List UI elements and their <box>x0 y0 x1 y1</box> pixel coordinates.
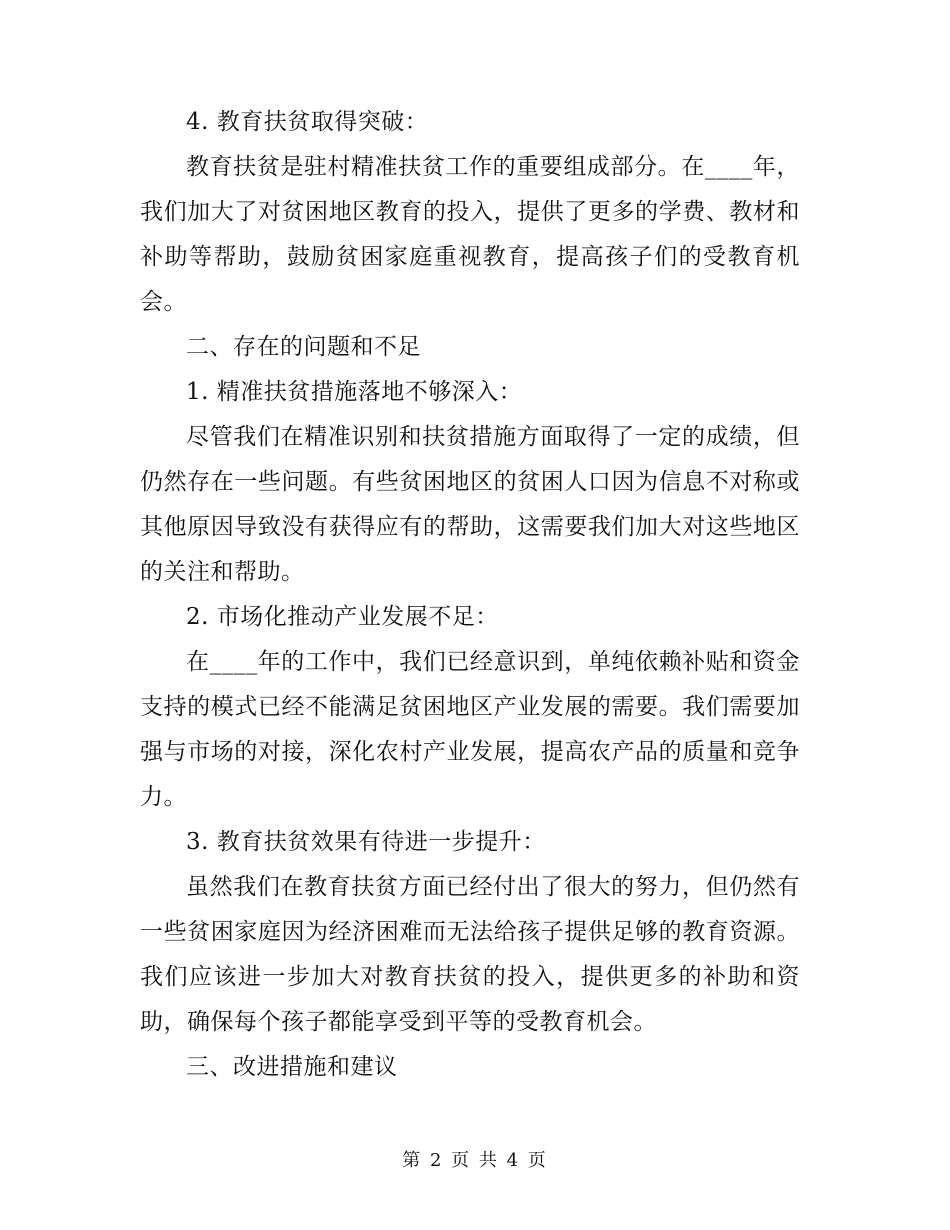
subheading-education-effect: 3. 教育扶贫效果有待进一步提升： <box>186 829 546 855</box>
section-heading-improvements: 三、改进措施和建议 <box>186 1054 398 1080</box>
paragraph-market-industry: 在____年的工作中，我们已经意识到，单纯依赖补贴和资金支持的模式已经不能满足贫困地区产业发展的需要。我们需要加强与市场的对接，深化农村产业发展，提高农产品的质量和竞争力。 <box>140 649 800 810</box>
subheading-measures-not-deep: 1. 精准扶贫措施落地不够深入： <box>186 379 523 405</box>
document-body <box>140 100 800 1090</box>
subheading-market-industry: 2. 市场化推动产业发展不足： <box>186 604 499 630</box>
section-heading-problems: 二、存在的问题和不足 <box>186 334 421 360</box>
paragraph-education-investment: 教育扶贫是驻村精准扶贫工作的重要组成部分。在____年，我们加大了对贫困地区教育的投入，提供了更多的学费、教材和补助等帮助，鼓励贫困家庭重视教育，提高孩子们的受教育机会。 <box>140 154 800 315</box>
paragraph-education-effect: 虽然我们在教育扶贫方面已经付出了很大的努力，但仍然有一些贫困家庭因为经济困难而无法给孩子提供足够的教育资源。我们应该进一步加大对教育扶贫的投入，提供更多的补助和资助，确保每个孩子都能享受到平等的受教育机会。 <box>140 874 800 1035</box>
page-number: 第 2 页 共 4 页 <box>402 1150 548 1171</box>
paragraph-measures-issues: 尽管我们在精准识别和扶贫措施方面取得了一定的成绩，但仍然存在一些问题。有些贫困地区的贫困人口因为信息不对称或其他原因导致没有获得应有的帮助，这需要我们加大对这些地区的关注和帮助。 <box>140 424 800 585</box>
subheading-education-breakthrough: 4. 教育扶贫取得突破： <box>186 109 429 135</box>
